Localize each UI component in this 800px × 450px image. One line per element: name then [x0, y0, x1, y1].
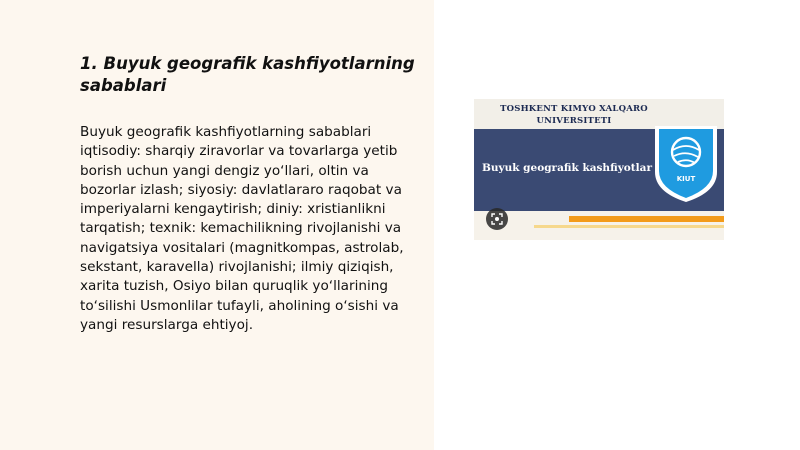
accent-stripe-yellow: [534, 225, 724, 228]
slide-body-text: Buyuk geografik kashfiyotlarning sabablari iqtisodiy: sharqiy ziravorlar va tovarlarga yetib borish uchun yangi dengiz yoʻllari, oltin va bozorlar izlash; siyosiy: davlatlararo raqobat va imperiyalarni kengaytirish; diniy: xristianlikni tarqatish; texnik: kemachilikning rivojlanishi va navigatsiya vositalari (magnitkompas, astrolab, sekstant, karavella) rivojlanishi; ilmiy qiziqish, xarita tuzish, Osiyo bilan quruqlik yoʻllarining toʻsilishi Usmonlilar tufayli, aholining oʻsishi va yangi resurslarga ehtiyoj.: [80, 124, 404, 333]
accent-stripe-orange: [569, 216, 724, 222]
logo-text: KIUT: [676, 175, 696, 183]
slide-title: 1. Buyuk geografik kashfiyotlarning sabablari: [80, 54, 415, 95]
slide-thumbnail-image[interactable]: [474, 99, 724, 240]
lens-search-icon[interactable]: [486, 208, 508, 230]
thumbnail-band-title: Buyuk geografik kashfiyotlar: [482, 162, 652, 174]
university-shield-logo: [651, 124, 721, 204]
university-name-line2: UNIVERSITETI: [536, 116, 612, 126]
university-name-line1: TOSHKENT KIMYO XALQARO: [500, 104, 648, 114]
